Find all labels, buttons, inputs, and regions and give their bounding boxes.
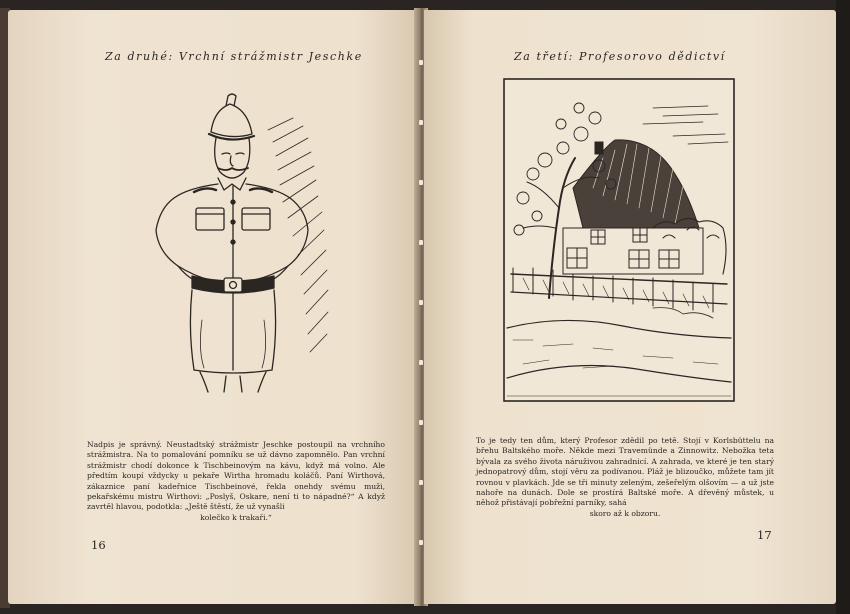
thatched-house-illustration — [503, 78, 735, 402]
right-page-number: 17 — [757, 528, 772, 542]
left-page — [8, 10, 418, 604]
left-page-number: 16 — [91, 538, 106, 552]
right-body-paragraph — [476, 436, 774, 519]
binding-stitch — [419, 300, 423, 305]
left-paragraph-text: Nadpis je správný. Neustadtský strážmistr Jeschke postoupil na vrchního strážmistra. Na to pomalování pomníku se už dávno zapomnělo. Pan vrchní strážmistr chodí dokonce k Tischbeinovým na kávu, když má volno. Ale předtím koupí vždycky u pekaře Wirtha hromadu koláčů. Paní Wirthová, zákaznice paní kadeřnice Tischbeinové, řekla onehdy svému muži, pekařskému mistru Wirthovi: „Poslyš, Oskare, není ti to nápadné?“ A když zavrtěl hlavou, podotkla: „Ještě štěstí, že už vynašli — [87, 440, 385, 512]
binding-stitch — [419, 420, 423, 425]
binding-stitch — [419, 540, 423, 545]
left-running-head: Za druhé: Vrchní strážmistr Jeschke — [105, 50, 363, 63]
binding-stitch — [419, 120, 423, 125]
gendarme-illustration — [108, 80, 348, 400]
binding-stitch — [419, 180, 423, 185]
right-paragraph-last-line: skoro až k obzoru. — [589, 508, 661, 518]
left-paragraph-last-line: kolečko k trakaři.“ — [200, 512, 272, 522]
binding-stitch — [419, 480, 423, 485]
binding-stitch — [419, 60, 423, 65]
binding-stitch — [419, 360, 423, 365]
book-cover-edge-right — [836, 0, 850, 614]
binding-stitch — [419, 240, 423, 245]
right-running-head: Za třetí: Profesorovo dědictví — [514, 50, 726, 63]
left-body-paragraph — [87, 440, 385, 523]
right-paragraph-text: To je tedy ten dům, který Profesor zdědil po tetě. Stojí v Korlsbüttelu na břehu Baltského moře. Někde mezi Travemünde a Zinnowitz. Nebožka teta bývala za svého života náruživou zahradnicí. A zahrada, ve které je ten starý jednopatrový dům, stojí věru za podívanou. Pláž je blizoučko, můžete tam jít rovnou v plavkách. Jde se tři minuty zeleným, zešeřelým olšovím — a už jste nahoře na dunách. Dole se prostírá Baltské moře. A dřevěný můstek, u něhož přistávají pobřežní parníky, sahá — [476, 436, 774, 508]
right-page — [424, 10, 836, 604]
